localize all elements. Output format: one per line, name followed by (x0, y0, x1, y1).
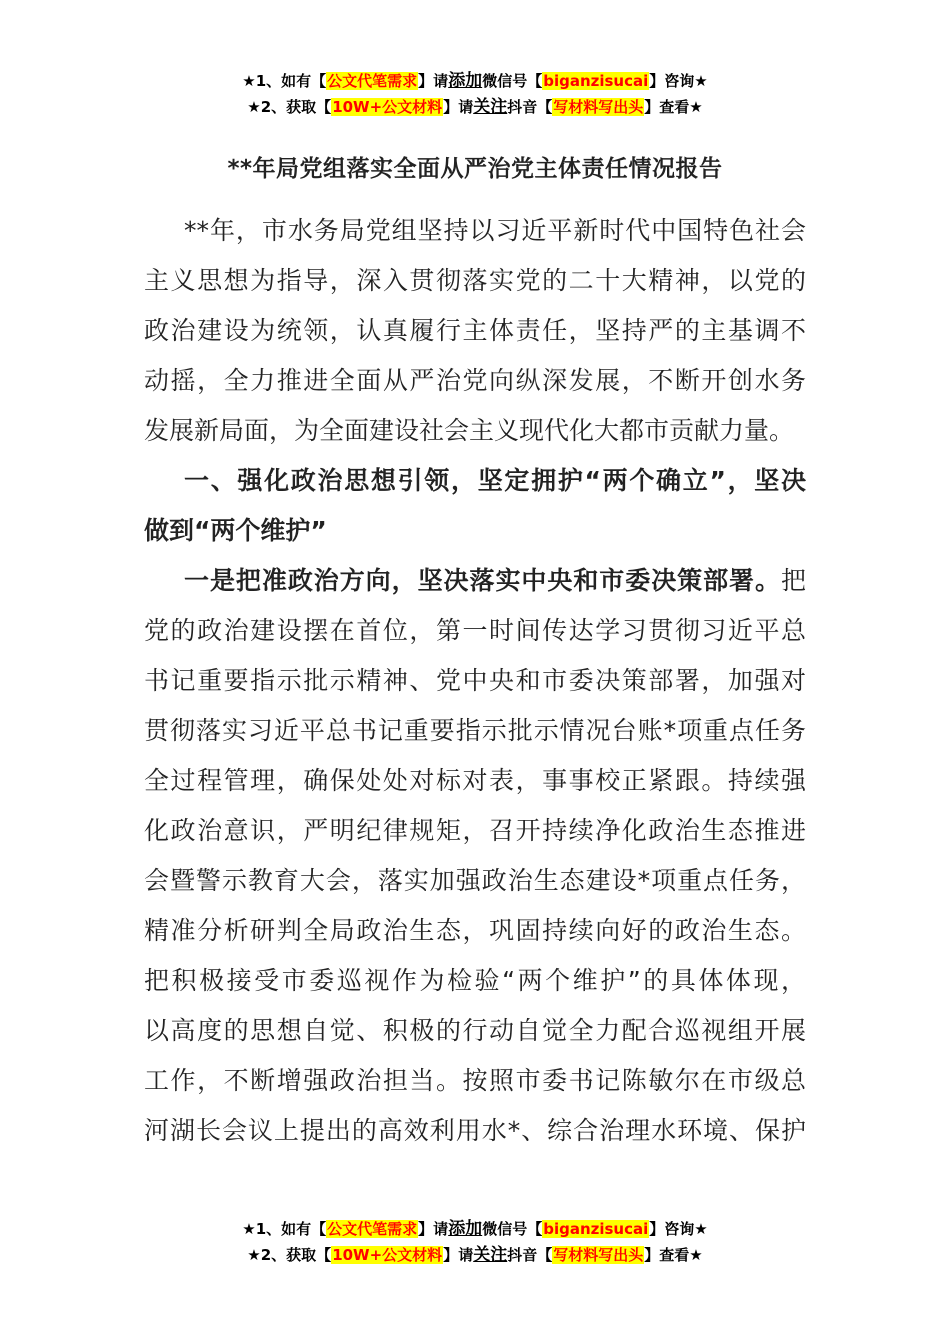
body-line: 河湖长会议上提出的高效利用水*、综合治理水环境、保护 (144, 1116, 806, 1145)
promo-text: 】咨询★ (649, 1220, 708, 1238)
promo-highlight: 10W+公文材料 (332, 1246, 443, 1264)
promo-text: 抖音【 (507, 98, 553, 116)
promo-line-2 (0, 1242, 950, 1268)
promo-highlight: biganzisucai (543, 72, 649, 90)
promo-text: 】请 (418, 1220, 449, 1238)
body-line: 精准分析研判全局政治生态，巩固持续向好的政治生态。 (144, 916, 806, 945)
promo-line-1 (0, 1216, 950, 1242)
promo-line-2 (0, 94, 950, 120)
promo-highlight: 写材料写出头 (553, 98, 644, 116)
promo-text: 】请 (443, 1246, 474, 1264)
promo-highlight: biganzisucai (543, 1220, 649, 1238)
promo-highlight: 公文代笔需求 (327, 72, 418, 90)
body-line: 化政治意识，严明纪律规矩，召开持续净化政治生态推进 (144, 816, 806, 845)
promo-highlight: 10W+公文材料 (332, 98, 443, 116)
promo-text: ★2、获取【 (247, 98, 332, 116)
document-title: **年局党组落实全面从严治党主体责任情况报告 (227, 156, 723, 182)
subsection-text: 把 (780, 566, 806, 595)
subsection-heading: 一是把准政治方向，坚决落实中央和市委决策部署。 (184, 566, 781, 595)
promo-text: 】请 (443, 98, 474, 116)
promo-text: ★1、如有【 (242, 1220, 327, 1238)
promo-highlight: 公文代笔需求 (327, 1220, 418, 1238)
body-line: 工作，不断增强政治担当。按照市委书记陈敏尔在市级总 (144, 1066, 806, 1095)
promo-text: 微信号【 (482, 1220, 543, 1238)
body-line: 书记重要指示批示精神、党中央和市委决策部署，加强对 (144, 666, 806, 695)
section-heading-line: 做到“两个维护” (144, 516, 327, 545)
intro-line: **年，市水务局党组坚持以习近平新时代中国特色社会 (184, 216, 806, 245)
promo-line-1 (0, 68, 950, 94)
document-body (144, 206, 806, 1156)
promo-underlined-text: 添加 (448, 71, 483, 91)
promo-banner-bottom (0, 1216, 950, 1268)
body-line: 贯彻落实习近平总书记重要指示批示情况台账*项重点任务 (144, 716, 806, 745)
intro-line: 动摇，全力推进全面从严治党向纵深发展，不断开创水务 (144, 366, 806, 395)
body-line: 党的政治建设摆在首位，第一时间传达学习贯彻习近平总 (144, 616, 806, 645)
promo-underlined-text: 关注 (473, 1245, 508, 1265)
body-line: 以高度的思想自觉、积极的行动自觉全力配合巡视组开展 (144, 1016, 806, 1045)
promo-banner-top (0, 68, 950, 120)
promo-text: 】查看★ (644, 1246, 703, 1264)
intro-line: 政治建设为统领，认真履行主体责任，坚持严的主基调不 (144, 316, 806, 345)
intro-line: 发展新局面，为全面建设社会主义现代化大都市贡献力量。 (144, 416, 795, 445)
body-line: 把积极接受市委巡视作为检验“两个维护”的具体体现， (144, 966, 806, 995)
promo-underlined-text: 添加 (448, 1219, 483, 1239)
promo-highlight: 写材料写出头 (553, 1246, 644, 1264)
promo-text: 】查看★ (644, 98, 703, 116)
body-line: 全过程管理，确保处处对标对表，事事校正紧跟。持续强 (144, 766, 806, 795)
promo-text: ★1、如有【 (242, 72, 327, 90)
promo-text: 】请 (418, 72, 449, 90)
body-line: 会暨警示教育大会，落实加强政治生态建设*项重点任务， (144, 866, 806, 895)
promo-text: 抖音【 (507, 1246, 553, 1264)
promo-text: 微信号【 (482, 72, 543, 90)
section-heading-line: 一、强化政治思想引领，坚定拥护“两个确立”，坚决 (184, 466, 806, 495)
subsection-first-line (144, 556, 806, 606)
promo-underlined-text: 关注 (473, 97, 508, 117)
intro-line: 主义思想为指导，深入贯彻落实党的二十大精神，以党的 (144, 266, 806, 295)
promo-text: ★2、获取【 (247, 1246, 332, 1264)
promo-text: 】咨询★ (649, 72, 708, 90)
